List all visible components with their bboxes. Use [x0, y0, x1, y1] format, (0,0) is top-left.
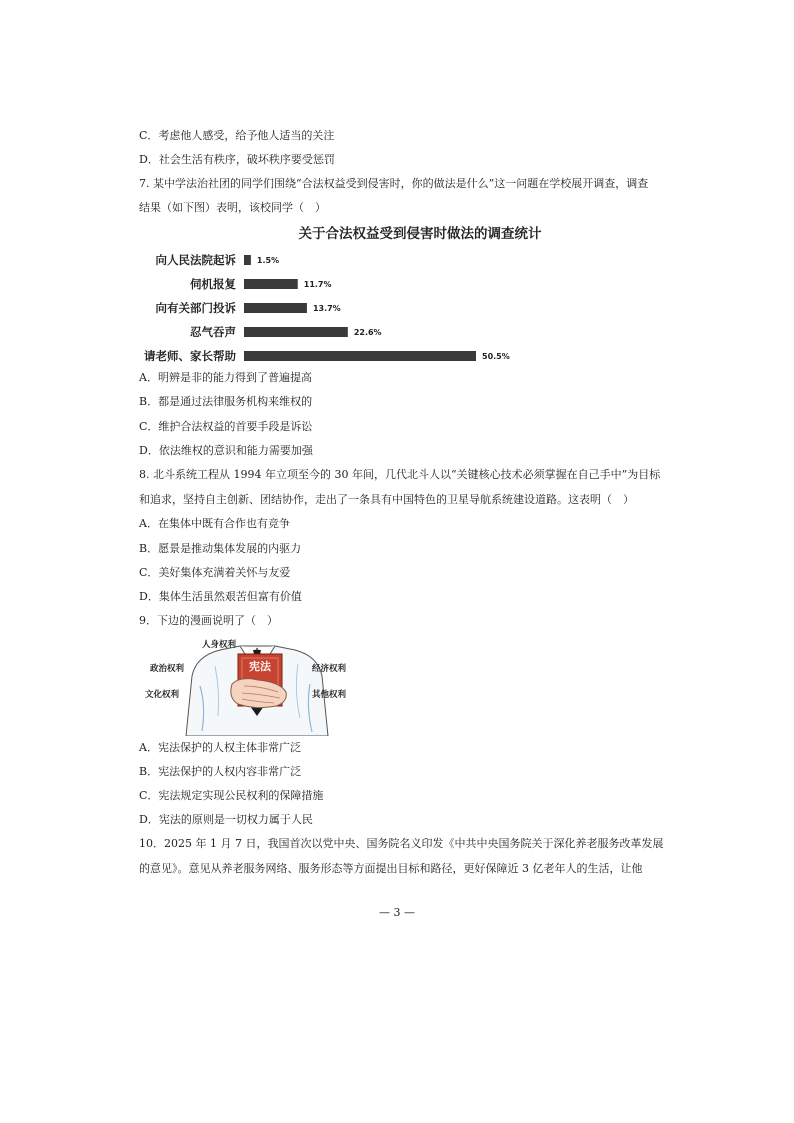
- chart-value-label: 22.6%: [353, 328, 382, 337]
- page-number: — 3 —: [379, 906, 415, 919]
- chart-value-label: 11.7%: [303, 280, 332, 289]
- q7-option-a: A．明辨是非的能力得到了普遍提高: [139, 371, 312, 384]
- chart-category-label: 向人民法院起诉: [155, 253, 236, 267]
- chart-category-label: 伺机报复: [190, 277, 236, 291]
- q9-option-b: B．宪法保护的人权内容非常广泛: [139, 765, 302, 778]
- chart-bar: [244, 303, 307, 313]
- chart-bar: [244, 279, 298, 289]
- q7-stem-line1: 7. 某中学法治社团的同学们围绕“合法权益受到侵害时，你的做法是什么”这一问题在学校展开调查，调查: [139, 177, 649, 190]
- q9-option-a: A．宪法保护的人权主体非常广泛: [139, 741, 301, 754]
- chart-category-label: 忍气吞声: [190, 325, 236, 339]
- cartoon-figure-illustration: [140, 636, 360, 736]
- q8-option-b: B．愿景是推动集体发展的内驱力: [139, 542, 302, 555]
- q9-option-c: C．宪法规定实现公民权利的保障措施: [139, 789, 324, 802]
- chart-bar: [244, 327, 348, 337]
- q7-option-b: B．都是通过法律服务机构来维权的: [139, 395, 313, 408]
- q8-stem-line1: 8. 北斗系统工程从 1994 年立项至今的 30 年间，几代北斗人以“关键核心技术必须掌握在自己手中”为目标: [139, 468, 661, 481]
- constitution-cartoon: [140, 636, 360, 736]
- q7-option-d: D．依法维权的意识和能力需要加强: [139, 444, 313, 457]
- q10-stem-line1: 10．2025 年 1 月 7 日，我国首次以党中央、国务院名义印发《中共中央国务院关于深化养老服务改革发展: [139, 837, 664, 850]
- chart-bar: [244, 255, 251, 265]
- book-title: 宪法: [249, 660, 271, 673]
- caption-other-rights: 其他权利: [312, 690, 347, 700]
- q9-stem: 9．下边的漫画说明了（ ）: [139, 614, 278, 627]
- q8-option-d: D．集体生活虽然艰苦但富有价值: [139, 590, 302, 603]
- q7-option-c: C．维护合法权益的首要手段是诉讼: [139, 420, 313, 433]
- q10-stem-line2: 的意见》。意见从养老服务网络、服务形态等方面提出目标和路径，更好保障近 3 亿老年人的生活，让他: [139, 862, 643, 875]
- chart-value-label: 50.5%: [482, 352, 510, 361]
- chart-value-label: 13.7%: [312, 304, 341, 313]
- caption-political-rights: 政治权利: [150, 664, 185, 674]
- caption-cultural-rights: 文化权利: [145, 690, 180, 700]
- chart-category-label: 请老师、家长帮助: [144, 349, 236, 363]
- q7-stem-line2: 结果（如下图）表明，该校同学（ ）: [139, 201, 326, 214]
- chart-value-label: 1.5%: [256, 256, 280, 265]
- chart-category-label: 向有关部门投诉: [155, 301, 236, 315]
- survey-bar-chart: [135, 246, 535, 366]
- caption-economic-rights: 经济权利: [312, 664, 347, 674]
- q9-option-d: D．宪法的原则是一切权力属于人民: [139, 813, 313, 826]
- q6-option-c: C．考虑他人感受，给予他人适当的关注: [139, 129, 335, 142]
- q8-option-a: A．在集体中既有合作也有竞争: [139, 517, 290, 530]
- chart-bar: [244, 351, 476, 361]
- caption-personal-rights: 人身权利: [202, 640, 237, 650]
- q6-option-d: D．社会生活有秩序，破坏秩序要受惩罚: [139, 153, 335, 166]
- chart-title: 关于合法权益受到侵害时做法的调查统计: [298, 226, 542, 242]
- q8-stem-line2: 和追求，坚持自主创新、团结协作，走出了一条具有中国特色的卫星导航系统建设道路。这表明（ ）: [139, 493, 634, 506]
- q8-option-c: C．美好集体充满着关怀与友爱: [139, 566, 291, 579]
